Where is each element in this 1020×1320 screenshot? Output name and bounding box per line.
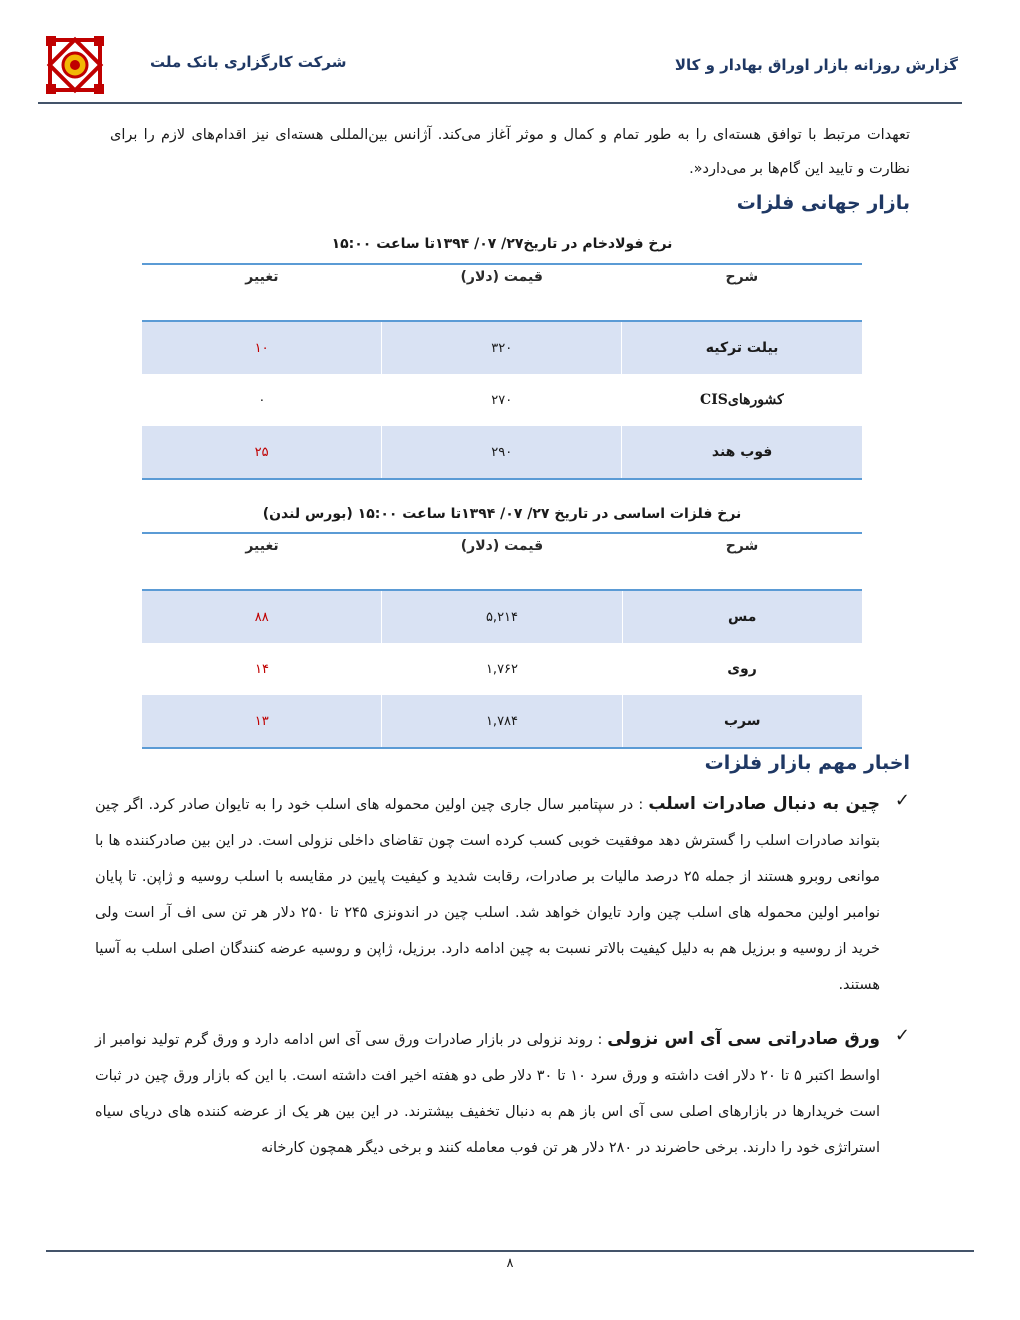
column-header-price: قیمت (دلار) bbox=[382, 264, 622, 321]
row-name: بیلت ترکیه bbox=[622, 321, 862, 374]
header-divider bbox=[38, 102, 962, 104]
row-name: روی bbox=[727, 661, 757, 677]
table-row bbox=[142, 321, 862, 374]
news-item bbox=[95, 1021, 880, 1166]
intro-paragraph: تعهدات مرتبط با توافق هسته‌ای را به طور تمام و کمال و موثر آغاز می‌کند. آژانس بین‌المللی هسته‌ای نیز اقدام‌های لازم را برای نظارت و تایید این گام‌ها بر می‌دارد«. bbox=[110, 127, 910, 177]
base-metals-table-caption: نرخ فلزات اساسی در تاریخ ۲۷/ ۰۷/ ۱۳۹۴تا ساعت ۱۵:۰۰ (بورس لندن) bbox=[262, 506, 742, 522]
table-row bbox=[142, 374, 862, 426]
table-row bbox=[142, 643, 862, 695]
base-metals-price-table bbox=[142, 532, 862, 749]
table-row bbox=[142, 590, 862, 643]
row-change: ۱۴ bbox=[255, 661, 269, 677]
row-price: ۱,۷۸۴ bbox=[382, 695, 622, 748]
row-name: سرب bbox=[622, 695, 862, 748]
news-body: : روند نزولی در بازار صادرات ورق سی آی اس ادامه دارد و ورق گرم تولید نوامبر از اواسط اکتبر ۵ تا ۲۰ دلار افت داشته و ورق سرد ۱۰ تا ۳۰ دلار طی دو هفته اخیر افت داشته است. با این که بازار ورق چین در ثبات است خریدارها در بازارهای اصلی سی آی اس باز هم به دنبال تخفیف بیشترند. در این بین هر یک از عرضه کننده های دریای سیاه استراتژی خود را دارند. برخی حاضرند در ۲۸۰ دلار هر تن فوب معامله کنند و برخی دیگر همچون کارخانه bbox=[95, 1032, 881, 1156]
row-change: ۱۰ bbox=[142, 321, 382, 374]
table-row bbox=[142, 426, 862, 479]
news-item bbox=[95, 786, 880, 1003]
row-change: ۲۵ bbox=[142, 426, 382, 479]
news-title: ورق صادراتی سی آی اس نزولی bbox=[607, 1029, 880, 1049]
row-price: ۲۹۰ bbox=[382, 426, 622, 479]
footer-divider bbox=[46, 1250, 974, 1252]
steel-price-table bbox=[142, 263, 862, 480]
report-title: گزارش روزانه بازار اوراق بهادار و کالا bbox=[674, 56, 958, 74]
company-name: شرکت کارگزاری بانک ملت bbox=[150, 53, 347, 71]
row-name: مس bbox=[622, 590, 862, 643]
row-price: ۱,۷۶۲ bbox=[485, 661, 519, 677]
column-header-price: قیمت (دلار) bbox=[382, 533, 622, 590]
column-header-change: تغییر bbox=[142, 533, 382, 590]
row-price: ۳۲۰ bbox=[382, 321, 622, 374]
bank-mellat-logo-icon bbox=[40, 30, 110, 100]
row-change: ۰ bbox=[258, 392, 266, 408]
row-change: ۸۸ bbox=[142, 590, 382, 643]
page-number: ۸ bbox=[506, 1256, 514, 1271]
checkmark-icon: ✓ bbox=[894, 790, 910, 811]
news-title: چین به دنبال صادرات اسلب bbox=[648, 794, 881, 814]
section-heading-global-metals: بازار جهانی فلزات bbox=[736, 192, 910, 214]
row-price: ۲۷۰ bbox=[491, 392, 513, 408]
news-body: : در سپتامبر سال جاری چین اولین محموله های اسلب خود را به تایوان صادر کرد. اگر چین بتواند صادرات اسلب را گسترش دهد موفقیت خوبی کسب کرده است چون تقاضای داخلی نزولی است. در این بین صادرکننده ها با موانعی روبرو هستند از جمله ۲۵ درصد مالیات بر صادرات، رقابت شدید و کیفیت پایین در مقایسه با اسلب روسیه و ژاپن. تا پایان نوامبر اولین محموله های اسلب چین وارد تایوان خواهد شد. اسلب چین در اندونزی ۲۴۵ تا ۲۵۰ دلار هر تن سی اف آر است ولی خرید از روسیه و برزیل هم به دلیل کیفیت بالاتر نسبت به چین ادامه دارد. برزیل، ژاپن و روسیه عرضه کنندگان اصلی اسلب به آسیا هستند. bbox=[95, 797, 880, 993]
row-price: ۵,۲۱۴ bbox=[382, 590, 622, 643]
column-header-change: تغییر bbox=[142, 264, 382, 321]
column-header-description: شرح bbox=[622, 533, 862, 590]
table-row bbox=[142, 695, 862, 748]
row-name: کشورهایCIS bbox=[700, 392, 784, 408]
row-change: ۱۳ bbox=[142, 695, 382, 748]
row-name: فوب هند bbox=[622, 426, 862, 479]
checkmark-icon: ✓ bbox=[894, 1025, 910, 1046]
steel-table-caption: نرخ فولادخام در تاریخ۲۷/ ۰۷/ ۱۳۹۴تا ساعت ۱۵:۰۰ bbox=[331, 236, 673, 252]
section-heading-news: اخبار مهم بازار فلزات bbox=[704, 752, 910, 774]
column-header-description: شرح bbox=[622, 264, 862, 321]
